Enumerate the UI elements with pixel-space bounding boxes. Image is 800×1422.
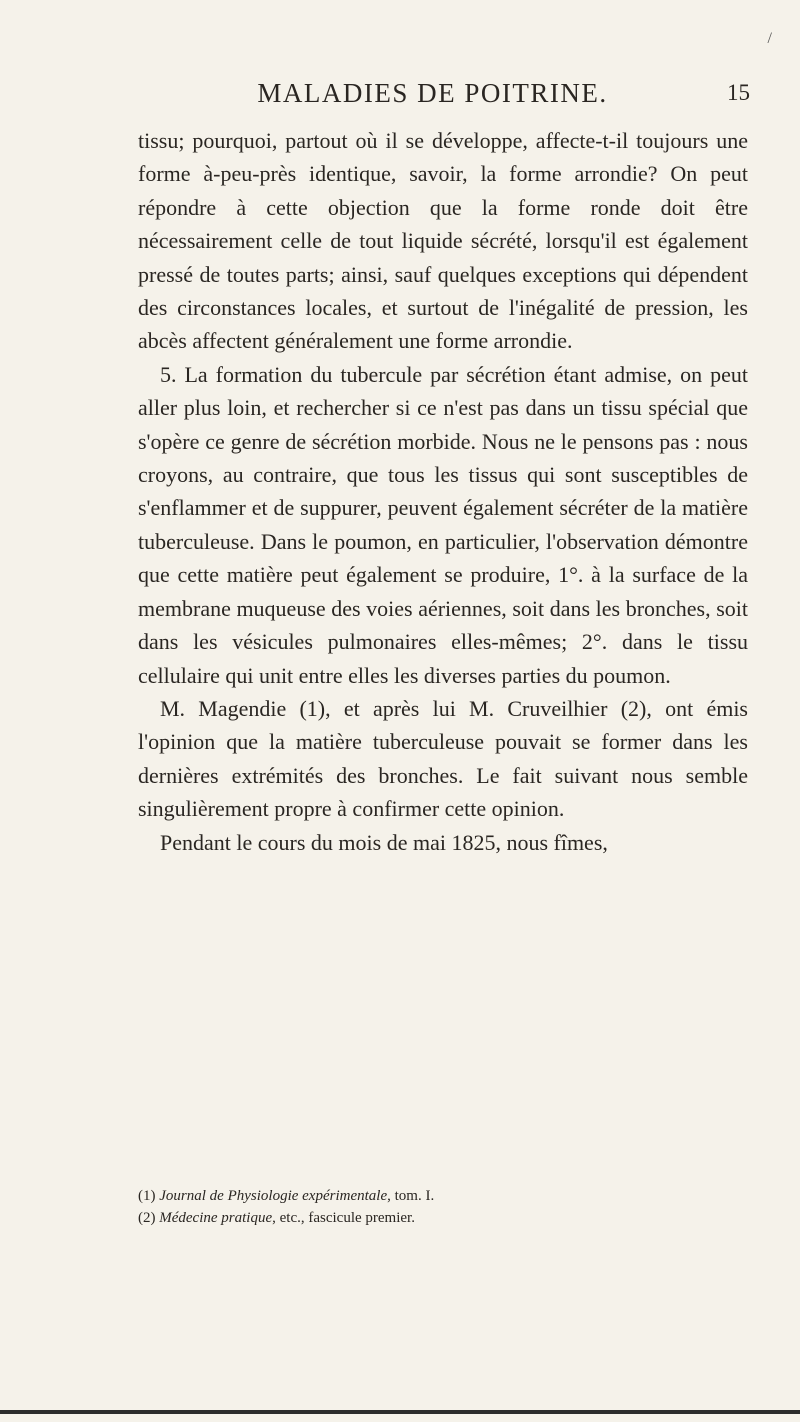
running-title: MALADIES DE POITRINE. bbox=[257, 78, 608, 108]
footnote-2 bbox=[138, 1207, 748, 1229]
paragraph-2: 5. La formation du tubercule par sécrétion étant admise, on peut aller plus loin, et rechercher si ce n'est pas dans un tissu spécial que s'opère ce genre de sécrétion morbide. Nous ne le pensons pas : nous croyons, au contraire, que tous les tissus qui sont susceptibles de s'enflammer et de suppurer, peuvent également sécréter de la matière tuberculeuse. Dans le poumon, en particulier, l'observation démontre que cette matière peut également se produire, 1°. à la surface de la membrane muqueuse des voies aériennes, soit dans les bronches, soit dans les vésicules pulmonaires elles-mêmes; 2°. dans le tissu cellulaire qui unit entre elles les diverses parties du poumon. bbox=[138, 361, 748, 688]
page-number: 15 bbox=[727, 80, 750, 105]
footnote-title: Journal de Physiologie expérimentale bbox=[159, 1188, 388, 1204]
footnote-rest: , tom. I. bbox=[387, 1188, 435, 1204]
footnote-rest: , etc., fascicule premier. bbox=[272, 1210, 415, 1226]
footnote-1 bbox=[138, 1185, 748, 1207]
scan-edge-rule bbox=[0, 1410, 800, 1414]
corner-mark: / bbox=[767, 30, 772, 47]
paragraph-4: Pendant le cours du mois de mai 1825, nous fîmes, bbox=[160, 829, 608, 855]
body-text bbox=[138, 124, 748, 859]
paragraph-3: M. Magendie (1), et après lui M. Cruveilhier (2), ont émis l'opinion que la matière tuberculeuse pouvait se former dans les dernières extrémités des bronches. Le fait suivant nous semble singulièrement propre à confirmer cette opinion. bbox=[138, 695, 748, 822]
page-header bbox=[115, 78, 750, 118]
paragraph-1: tissu; pourquoi, partout où il se développe, affecte-t-il toujours une forme à-peu-près identique, savoir, la forme arrondie? On peut répondre à cette objection que la forme ronde doit être nécessairement celle de tout liquide sécrété, lorsqu'il est également pressé de toutes parts; ainsi, sauf quelques exceptions qui dépendent des circonstances locales, et surtout de l'inégalité de pression, les abcès affectent généralement une forme arrondie. bbox=[138, 128, 748, 354]
footnotes bbox=[138, 1185, 748, 1229]
footnote-title: Médecine pratique bbox=[159, 1210, 273, 1226]
footnote-marker: (2) bbox=[138, 1210, 156, 1226]
footnote-marker: (1) bbox=[138, 1188, 156, 1204]
